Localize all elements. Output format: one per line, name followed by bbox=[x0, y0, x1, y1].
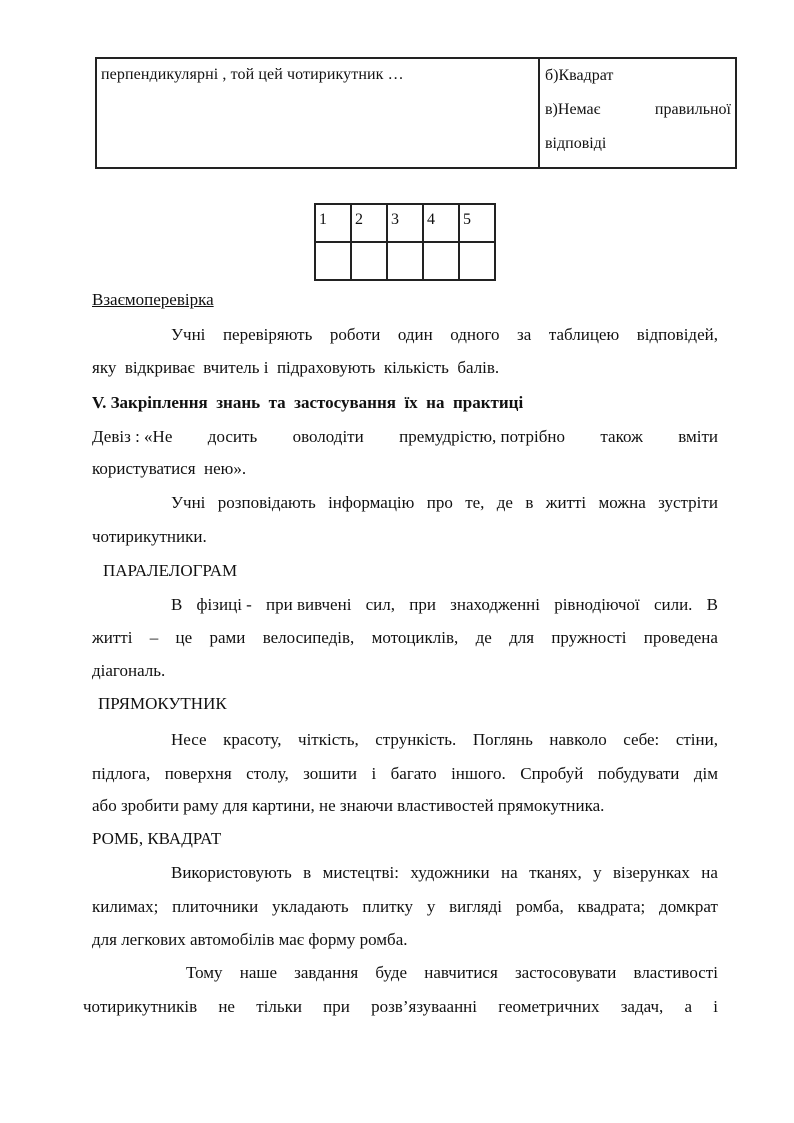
rectangle-heading: ПРЯМОКУТНИК bbox=[98, 694, 227, 713]
word: і bbox=[371, 764, 377, 783]
word: плитку bbox=[362, 897, 414, 916]
rhombus-line bbox=[171, 863, 718, 883]
word: завдання bbox=[294, 963, 359, 982]
word: поверхня bbox=[164, 764, 232, 783]
answer-grid-cell bbox=[351, 242, 387, 280]
word: чотирикутників bbox=[83, 997, 198, 1016]
answer-grid-cell bbox=[387, 242, 423, 280]
word: підлога, bbox=[92, 764, 151, 783]
word: навчитися bbox=[424, 963, 498, 982]
word: роботи bbox=[329, 325, 381, 344]
word: зустріти bbox=[658, 493, 718, 512]
rhombus-heading: РОМБ, КВАДРАТ bbox=[92, 829, 222, 848]
word: укладають bbox=[271, 897, 349, 916]
word: відповідей, bbox=[636, 325, 718, 344]
answer-b: б)Квадрат bbox=[545, 67, 614, 84]
word: тільки bbox=[256, 997, 302, 1016]
word: застосовувати bbox=[514, 963, 617, 982]
rhombus-line bbox=[92, 897, 718, 917]
word: мистецтві: bbox=[322, 863, 399, 882]
word: стіни, bbox=[675, 730, 718, 749]
word: Несе bbox=[171, 730, 207, 749]
word: а bbox=[684, 997, 693, 1016]
word: оволодіти bbox=[292, 427, 364, 446]
word: візерунках bbox=[612, 863, 690, 882]
word: чіткість, bbox=[298, 730, 359, 749]
word: мотоциклів, bbox=[371, 628, 459, 647]
answer-grid-cell bbox=[423, 242, 459, 280]
word: при bbox=[323, 997, 350, 1016]
answer-grid-header: 4 bbox=[423, 204, 459, 242]
word: Поглянь bbox=[472, 730, 533, 749]
word: сили. bbox=[653, 595, 693, 614]
word: Учні bbox=[171, 493, 206, 512]
word: навколо bbox=[549, 730, 607, 749]
word: в bbox=[303, 863, 312, 882]
word: багато bbox=[390, 764, 437, 783]
word: і bbox=[713, 997, 718, 1016]
answer-grid-header: 2 bbox=[351, 204, 387, 242]
peer-check-heading: Взаємоперевірка bbox=[92, 290, 214, 309]
word: велосипедів, bbox=[262, 628, 355, 647]
word: у bbox=[593, 863, 602, 882]
word: у bbox=[426, 897, 436, 916]
word: Девіз : «Не bbox=[92, 427, 173, 446]
peer-check-paragraph-line bbox=[171, 325, 718, 345]
word: в bbox=[525, 493, 534, 512]
rectangle-line: або зробити раму для картини, не знаючи властивостей прямокутника. bbox=[92, 796, 605, 815]
parallelogram-line: діагональ. bbox=[92, 661, 166, 680]
word: про bbox=[426, 493, 453, 512]
word: можна bbox=[598, 493, 646, 512]
word: столу, bbox=[246, 764, 289, 783]
answer-v-word: правильної bbox=[654, 101, 731, 118]
answer-grid-blank-row bbox=[315, 242, 495, 280]
word: килимах; bbox=[92, 897, 159, 916]
intro-line bbox=[171, 493, 718, 513]
word: на bbox=[501, 863, 518, 882]
word: знаходженні bbox=[450, 595, 540, 614]
word: фізиці - bbox=[196, 595, 252, 614]
word: одного bbox=[450, 325, 500, 344]
word: перевіряють bbox=[222, 325, 313, 344]
word: Використовують bbox=[171, 863, 292, 882]
answer-grid-header: 3 bbox=[387, 204, 423, 242]
word: те, bbox=[465, 493, 485, 512]
word: задач, bbox=[620, 997, 664, 1016]
word: – bbox=[149, 628, 159, 647]
word: В bbox=[706, 595, 718, 614]
word: наше bbox=[239, 963, 277, 982]
closing-line bbox=[186, 963, 718, 983]
word: тканях, bbox=[529, 863, 582, 882]
word: для bbox=[509, 628, 535, 647]
section-v-heading: V. Закріплення знань та застосування їх на практиці bbox=[92, 393, 524, 412]
word: ромба, bbox=[515, 897, 564, 916]
rectangle-line bbox=[171, 730, 718, 750]
word: досить bbox=[207, 427, 258, 446]
word: на bbox=[701, 863, 718, 882]
word: квадрата; bbox=[577, 897, 646, 916]
answer-grid-header: 1 bbox=[315, 204, 351, 242]
word: житті bbox=[545, 493, 587, 512]
intro-line: чотирикутники. bbox=[92, 527, 207, 546]
question-table bbox=[95, 57, 737, 169]
word: один bbox=[397, 325, 433, 344]
answers-cell bbox=[540, 52, 735, 167]
word: геометричних bbox=[498, 997, 600, 1016]
word: таблицею bbox=[548, 325, 620, 344]
word: домкрат bbox=[659, 897, 718, 916]
word: при вивчені bbox=[266, 595, 352, 614]
word: властивості bbox=[633, 963, 718, 982]
word: красоту, bbox=[223, 730, 282, 749]
word: при bbox=[409, 595, 436, 614]
word: житті bbox=[92, 628, 133, 647]
word: побудувати bbox=[597, 764, 680, 783]
word: Тому bbox=[186, 963, 223, 982]
word: рами bbox=[209, 628, 246, 647]
word: В bbox=[171, 595, 183, 614]
closing-line bbox=[83, 997, 718, 1017]
answer-grid-header: 5 bbox=[459, 204, 495, 242]
motto-line bbox=[92, 427, 718, 447]
word: буде bbox=[375, 963, 408, 982]
word: плиточники bbox=[172, 897, 259, 916]
word: Учні bbox=[171, 325, 206, 344]
word: зошити bbox=[303, 764, 357, 783]
answer-grid-header-row bbox=[315, 204, 495, 242]
parallelogram-heading: ПАРАЛЕЛОГРАМ bbox=[103, 561, 238, 580]
rhombus-line: для легкових автомобілів має форму ромба. bbox=[92, 930, 408, 949]
word: вигляді bbox=[449, 897, 503, 916]
word: стрункість. bbox=[375, 730, 457, 749]
word: пружності bbox=[551, 628, 627, 647]
answer-v-word: в)Немає bbox=[545, 101, 601, 118]
word: де bbox=[496, 493, 513, 512]
word: премудрістю, потрібно bbox=[399, 427, 565, 446]
parallelogram-line bbox=[92, 628, 718, 648]
word: розповідають bbox=[217, 493, 316, 512]
word: де bbox=[475, 628, 492, 647]
word: дім bbox=[693, 764, 718, 783]
parallelogram-line bbox=[171, 595, 718, 615]
answer-grid-cell bbox=[315, 242, 351, 280]
motto-line: користуватися нею». bbox=[92, 459, 247, 478]
word: розв’язуваанні bbox=[371, 997, 477, 1016]
word: сил, bbox=[365, 595, 396, 614]
peer-check-paragraph-line: яку відкриває вчитель і підраховують кількість балів. bbox=[92, 358, 500, 377]
answer-grid bbox=[314, 203, 496, 281]
answer-v-end: відповіді bbox=[545, 135, 607, 152]
word: також bbox=[600, 427, 643, 446]
rectangle-line bbox=[92, 764, 718, 784]
word: проведена bbox=[643, 628, 718, 647]
word: рівнодіючої bbox=[554, 595, 640, 614]
word: не bbox=[218, 997, 235, 1016]
answer-grid-cell bbox=[459, 242, 495, 280]
word: іншого. bbox=[451, 764, 506, 783]
word: художники bbox=[410, 863, 490, 882]
answer-v bbox=[545, 93, 731, 127]
word: вміти bbox=[678, 427, 718, 446]
question-cell bbox=[97, 59, 540, 167]
question-text: перпендикулярні , той цей чотирикутник … bbox=[101, 66, 404, 83]
word: це bbox=[175, 628, 193, 647]
word: за bbox=[517, 325, 532, 344]
word: себе: bbox=[623, 730, 660, 749]
word: Спробуй bbox=[520, 764, 584, 783]
word: інформацію bbox=[328, 493, 415, 512]
